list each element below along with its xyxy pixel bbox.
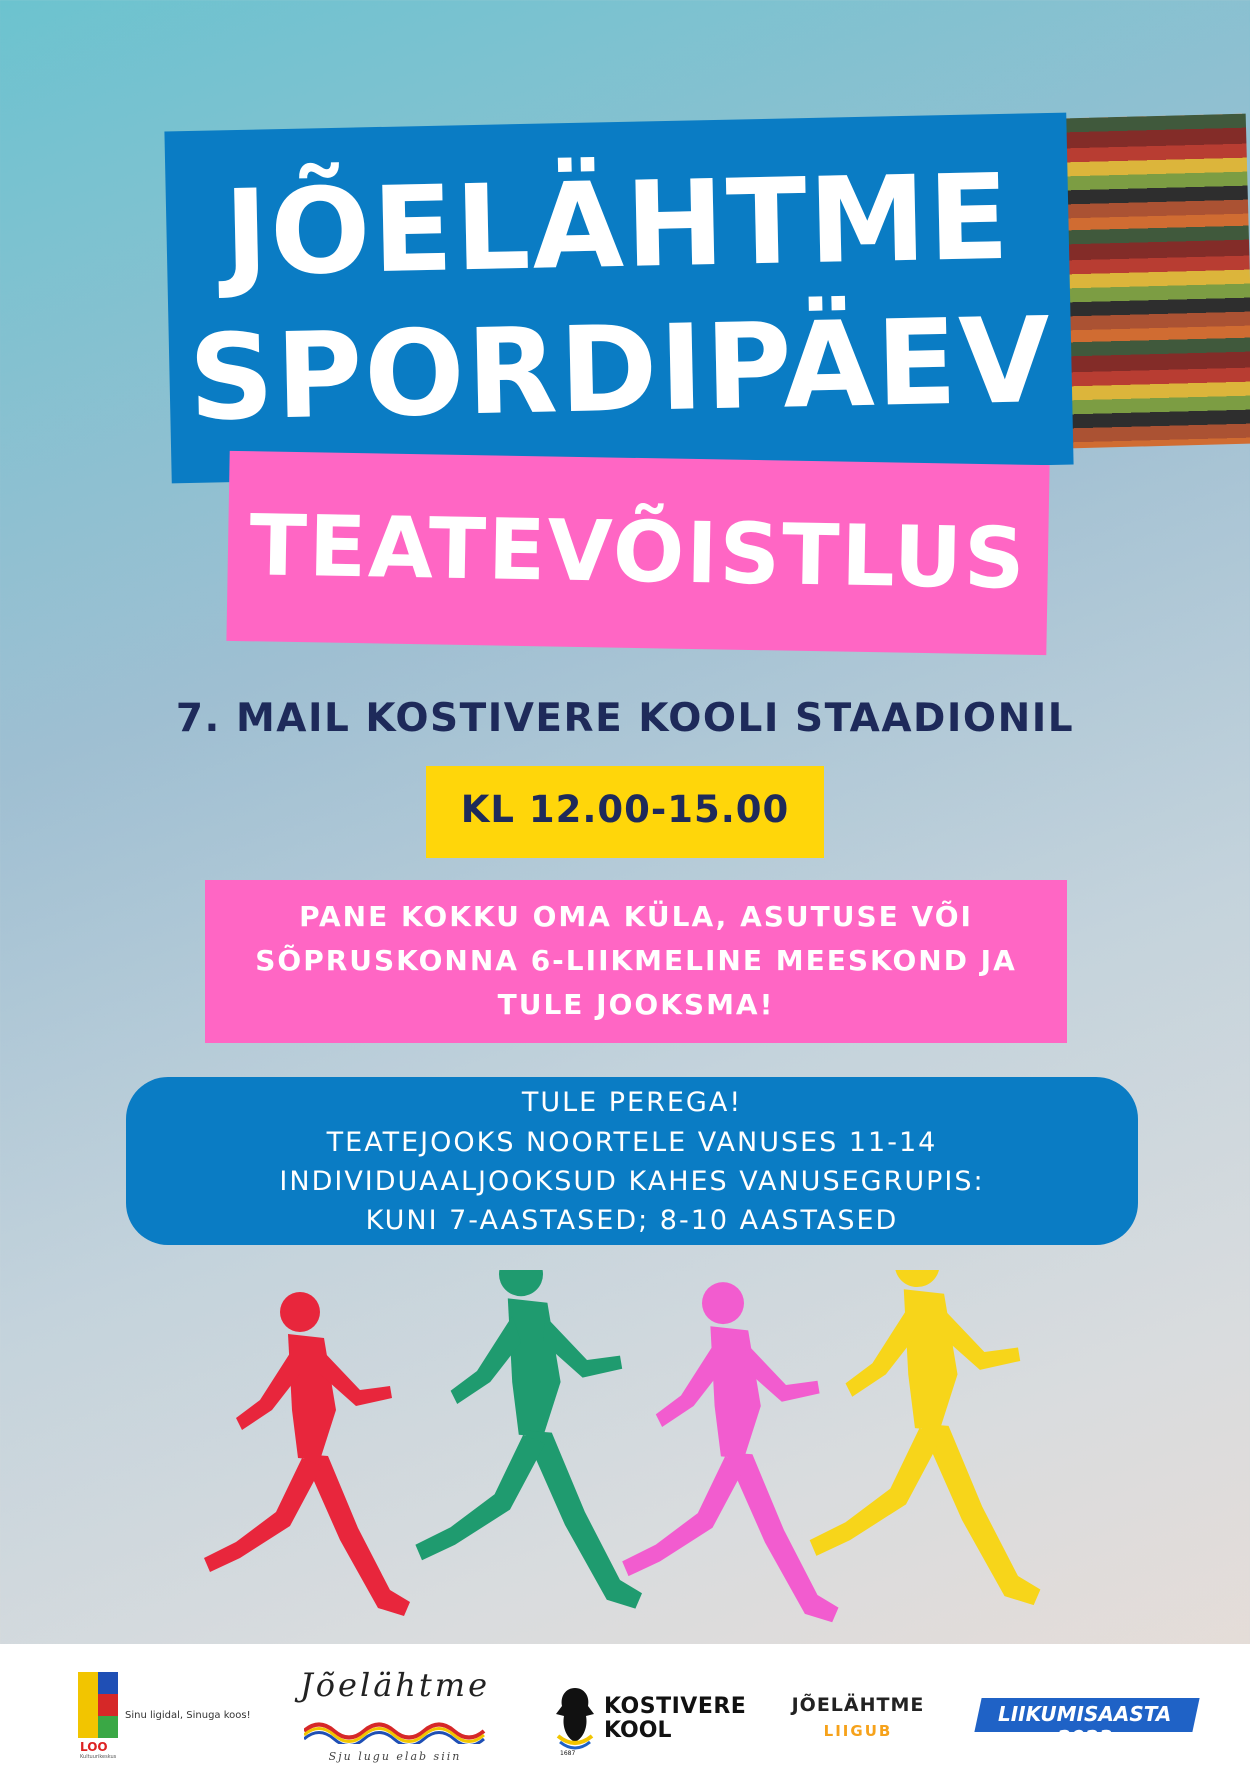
title-line-1: JÕELÄHTME	[222, 147, 1013, 303]
joelahtme-script: Jõelähtme	[299, 1666, 491, 1704]
loo-name: LOO	[80, 1740, 108, 1754]
kostivere-text: KOSTIVERE	[604, 1694, 747, 1719]
event-time: KL 12.00-15.00	[460, 788, 790, 831]
time-badge	[426, 766, 824, 858]
loo-tagline: Sinu ligidal, Sinuga koos!	[125, 1710, 251, 1721]
loo-mark-icon	[78, 1672, 118, 1738]
title-line-2: SPORDIPÄEV	[187, 290, 1054, 448]
info-line-3: INDIVIDUAALJOOKSUD KAHES VANUSEGRUPIS:	[279, 1166, 985, 1197]
invite-line-3: TULE JOOKSMA!	[497, 988, 775, 1021]
joelahtme-motto: Sju lugu elab siin	[328, 1750, 462, 1763]
subtitle-banner	[226, 451, 1049, 655]
rooster-crest-icon	[550, 1684, 600, 1750]
info-line-1: TULE PEREGA!	[521, 1087, 743, 1118]
info-line-4: KUNI 7-AASTASED; 8-10 AASTASED	[365, 1205, 899, 1236]
invite-line-2: SÕPRUSKONNA 6-LIIKMELINE MEESKOND JA	[255, 944, 1017, 977]
runner-green	[415, 1270, 642, 1609]
kostivere-year: 1687	[560, 1750, 576, 1757]
joelahtme-liigub-logo	[788, 1680, 928, 1764]
sponsor-footer	[0, 1644, 1250, 1768]
runner-yellow	[810, 1270, 1041, 1605]
runner-red	[204, 1292, 410, 1616]
liikumisaasta-text: LIIKUMISAASTA 2023	[997, 1702, 1172, 1750]
invite-banner	[205, 880, 1067, 1043]
event-location: 7. MAIL KOSTIVERE KOOLI STAADIONIL	[175, 696, 1075, 741]
info-line-2: TEATEJOOKS NOORTELE VANUSES 11-14	[326, 1127, 938, 1158]
pattern-band-icon	[304, 1718, 486, 1744]
woven-belt-decoration	[1062, 114, 1250, 449]
runner-pink	[622, 1282, 838, 1622]
runners-illustration	[190, 1270, 1090, 1650]
invite-line-1: PANE KOKKU OMA KÜLA, ASUTUSE VÕI	[299, 900, 973, 933]
liigub-bottom-text: LIIGUB	[823, 1722, 893, 1740]
loo-logo	[78, 1672, 268, 1762]
liikumisaasta-logo	[974, 1698, 1199, 1750]
kool-text: KOOL	[604, 1718, 672, 1743]
loo-sub: Kultuurikeskus	[80, 1754, 117, 1760]
kostivere-kool-logo	[548, 1680, 748, 1764]
title-banner	[164, 113, 1073, 484]
subtitle: TEATEVÕISTLUS	[248, 496, 1028, 608]
liigub-top-text: JÕELÄHTME	[791, 1694, 925, 1716]
joelahtme-logo	[284, 1666, 506, 1766]
info-panel	[126, 1077, 1138, 1245]
